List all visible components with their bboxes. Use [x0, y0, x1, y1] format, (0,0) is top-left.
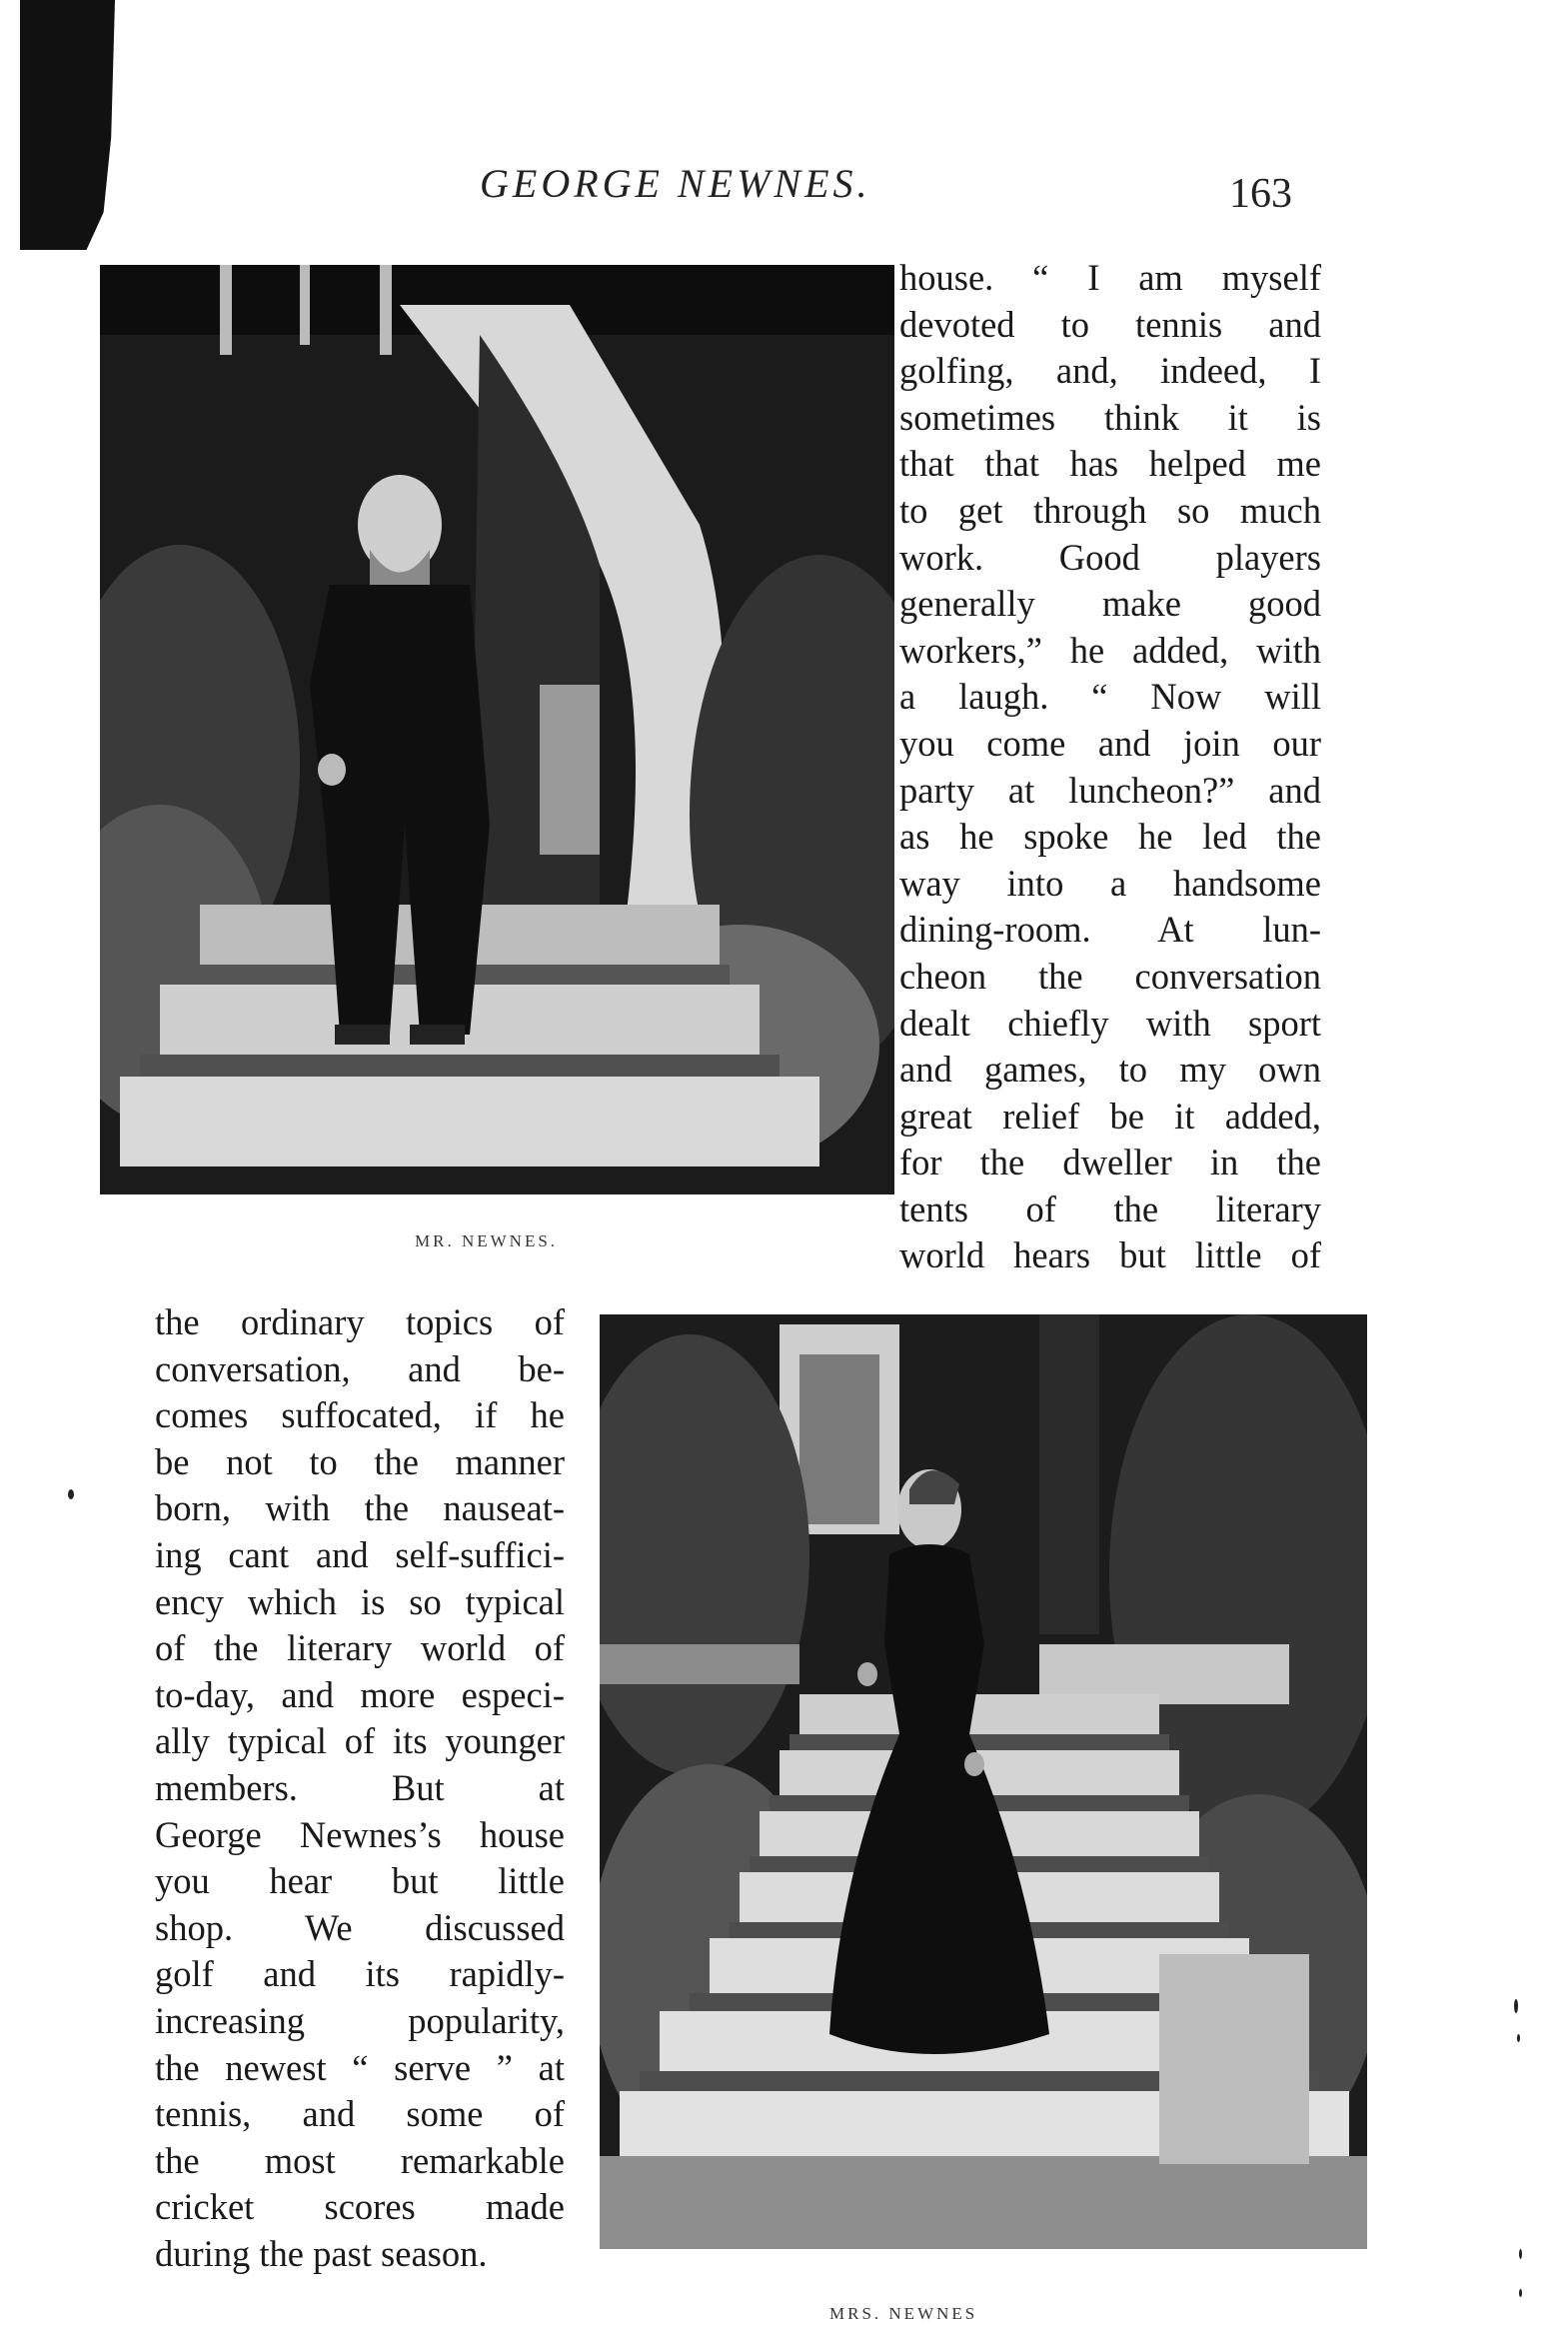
text-line: ing cant and self-suffici- — [155, 1533, 565, 1575]
text-line: the most remarkable — [155, 2139, 565, 2181]
text-line: devoted to tennis and — [899, 303, 1321, 345]
scan-edge-shadow — [20, 0, 115, 250]
text-line: born, with the nauseat- — [155, 1487, 565, 1529]
text-line: you come and join our — [899, 722, 1321, 764]
text-line: sometimes think it is — [899, 396, 1321, 438]
text-line: golf and its rapidly- — [155, 1953, 565, 1995]
text-line: ally typical of its younger — [155, 1720, 565, 1762]
text-line: tennis, and some of — [155, 2093, 565, 2135]
text-line: tents of the literary — [899, 1187, 1321, 1229]
right-column-text — [899, 255, 1321, 1279]
text-line: be not to the manner — [155, 1440, 565, 1482]
ink-speck — [1517, 2034, 1520, 2042]
text-line: golfing, and, indeed, I — [899, 350, 1321, 392]
text-line: to get through so much — [899, 489, 1321, 531]
text-line: ency which is so typical — [155, 1580, 565, 1622]
text-line: increasing popularity, — [155, 1999, 565, 2041]
photo-mrs-newnes-caption: MRS. NEWNES — [829, 2304, 978, 2323]
text-line: dining-room. At lun- — [899, 909, 1321, 951]
text-line: cheon the conversation — [899, 955, 1321, 997]
text-line: a laugh. “ Now will — [899, 676, 1321, 718]
text-line: as he spoke he led the — [899, 816, 1321, 858]
text-line: conversation, and be- — [155, 1347, 565, 1389]
left-column-text — [155, 1299, 565, 2277]
text-line: party at luncheon?” and — [899, 769, 1321, 811]
text-line: George Newnes’s house — [155, 1813, 565, 1855]
text-line: world hears but little of — [899, 1234, 1321, 1276]
text-line: members. But at — [155, 1766, 565, 1808]
text-line: shop. We discussed — [155, 1906, 565, 1948]
photo-mrs-newnes — [600, 1314, 1367, 2249]
photo-mr-newnes-caption: MR. NEWNES. — [415, 1231, 559, 1250]
text-line: house. “ I am myself — [899, 257, 1321, 298]
text-line: and games, to my own — [899, 1049, 1321, 1091]
ink-speck — [1519, 2249, 1522, 2259]
text-line: way into a handsome — [899, 862, 1321, 904]
text-line: the ordinary topics of — [155, 1301, 565, 1342]
text-line: that that has helped me — [899, 443, 1321, 485]
text-line: work. Good players — [899, 536, 1321, 578]
text-line: comes suffocated, if he — [155, 1394, 565, 1436]
page-number: 163 — [1229, 171, 1292, 217]
text-line: you hear but little — [155, 1860, 565, 1902]
text-line: the newest “ serve ” at — [155, 2046, 565, 2088]
text-line: to-day, and more especi- — [155, 1673, 565, 1715]
photo-mr-newnes — [100, 265, 894, 1194]
text-line: for the dweller in the — [899, 1142, 1321, 1183]
text-line: dealt chiefly with sport — [899, 1002, 1321, 1044]
text-line: great relief be it added, — [899, 1095, 1321, 1137]
photo-mrs-newnes-image — [600, 1314, 1367, 2249]
text-line: cricket scores made — [155, 2186, 565, 2228]
ink-speck — [1519, 2289, 1522, 2297]
ink-speck — [68, 1489, 74, 1499]
photo-mr-newnes-image — [100, 265, 894, 1194]
text-line: workers,” he added, with — [899, 629, 1321, 671]
ink-speck — [1514, 1999, 1518, 2013]
running-title: GEORGE NEWNES. — [480, 161, 871, 206]
text-line: during the past season. — [155, 2232, 488, 2274]
text-line: generally make good — [899, 583, 1321, 625]
text-line: of the literary world of — [155, 1627, 565, 1669]
